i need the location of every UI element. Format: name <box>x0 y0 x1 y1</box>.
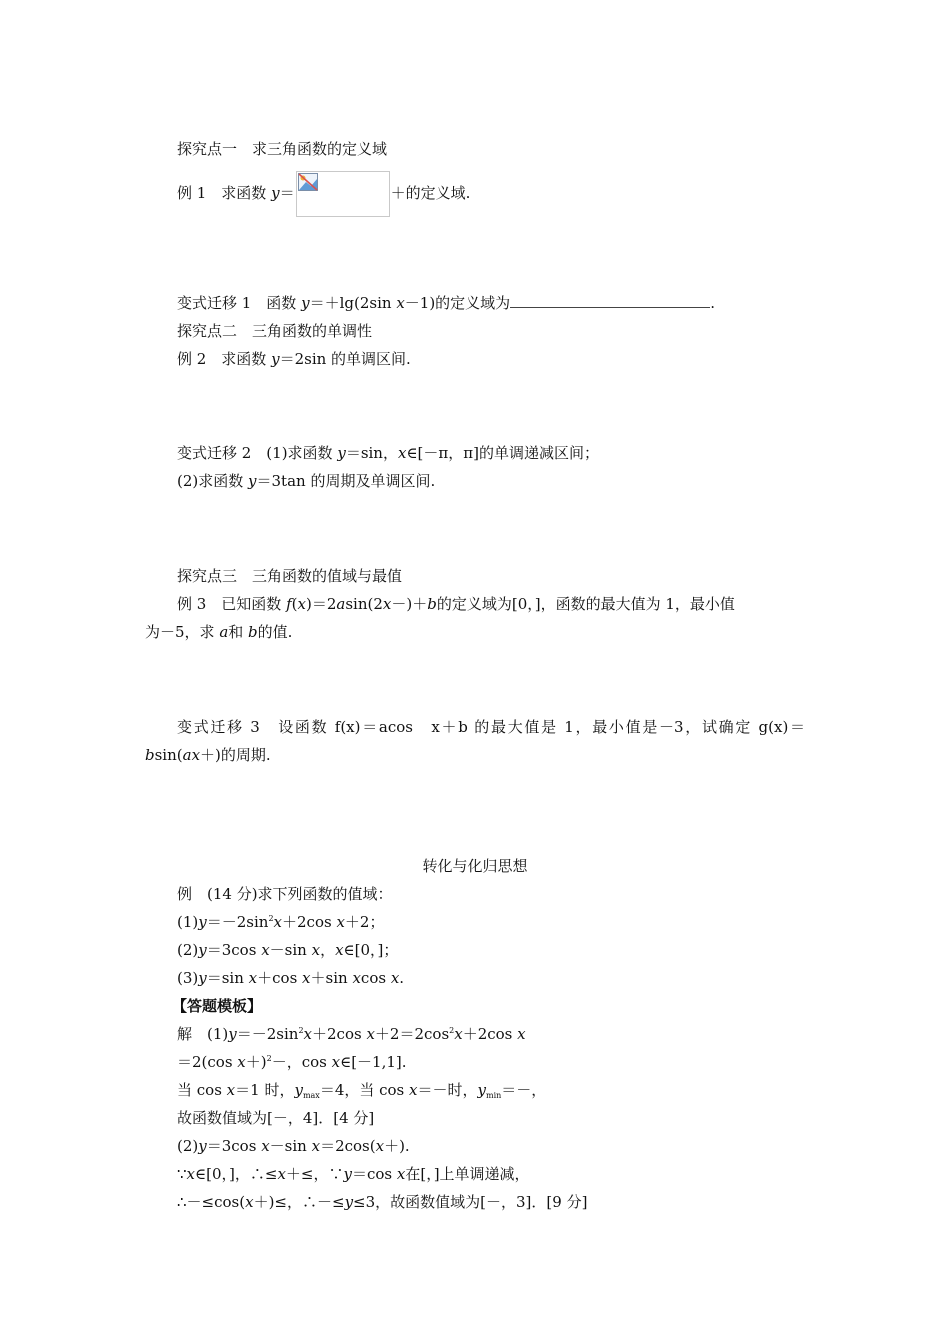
section-1-heading: 探究点一 求三角函数的定义域 <box>177 140 388 158</box>
problem-2: (2)y＝3cos x－sin x，x∈[0，]； <box>177 941 399 959</box>
example-2: 例 2 求函数 y＝2sin 的单调区间. <box>177 350 411 368</box>
section-3-heading: 探究点三 三角函数的值域与最值 <box>177 567 403 585</box>
problem-1: $(1)y=-2\sin^2x+2\cos$ x＋2； <box>177 913 385 931</box>
answer-template-heading: 【答题模板】 <box>172 997 263 1015</box>
solution-line-6: ∵x∈[0，]，∴≤x＋≤，∵y＝cos x在[，]上单调递减， <box>177 1165 530 1183</box>
problem-3: (3)y＝sin x＋cos x＋sin xcos x. <box>177 969 405 987</box>
example-3-line-2: 为－5，求 a和 b的值. <box>145 623 293 641</box>
variant-3-line-1: 变式迁移 3 设函数 f(x)＝acos x＋b 的最大值是 1，最小值是－3，试确定 g(x)＝ <box>177 718 805 736</box>
broken-image-icon <box>296 171 390 217</box>
solution-line-1: 解 $(1)y=-2\sin^2x+2\cos$ $x+2=2\cos^2x+2\cos$ x <box>177 1025 526 1043</box>
variant-2-part-2: (2)求函数 y＝3tan 的周期及单调区间. <box>177 472 436 490</box>
example-1: 例 1 求函数 y＝ ＋的定义域. <box>177 170 470 217</box>
answer-blank <box>510 293 710 308</box>
example-3-line-1: 例 3 已知函数 f(x)＝2asin(2x－)＋b的定义域为[0，]，函数的最大值为 1，最小值 <box>177 595 735 613</box>
solution-line-5: (2)y＝3cos x－sin x＝2cos(x＋). <box>177 1137 410 1155</box>
variant-3-line-2: bsin(ax＋)的周期. <box>145 746 271 764</box>
solution-line-7: ∴－≤cos(x＋)≤，∴－≤y≤3，故函数值域为[－，3]．[9 分] <box>177 1193 588 1211</box>
variant-2-part-1: 变式迁移 2 (1)求函数 y＝sin，x∈[－π，π]的单调递减区间； <box>177 444 599 462</box>
solution-line-3: 当 cos x＝1 时，$y_{max}=4$，当 cos x＝－时，$y_{min}=-$， <box>177 1081 547 1100</box>
solution-line-4: 故函数值域为[－，4]．[4 分] <box>177 1109 375 1127</box>
section-2-heading: 探究点二 三角函数的单调性 <box>177 322 373 340</box>
variant-1: 变式迁移 1 函数 y＝＋lg(2sin x－1)的定义域为 . <box>177 294 715 312</box>
example-4: 例 (14 分)求下列函数的值域： <box>177 885 393 903</box>
solution-line-2: ＝2(cos x＋)$^2$－，cos x∈[－1,1]. <box>177 1053 407 1071</box>
section-4-title: 转化与化归思想 <box>422 857 528 875</box>
